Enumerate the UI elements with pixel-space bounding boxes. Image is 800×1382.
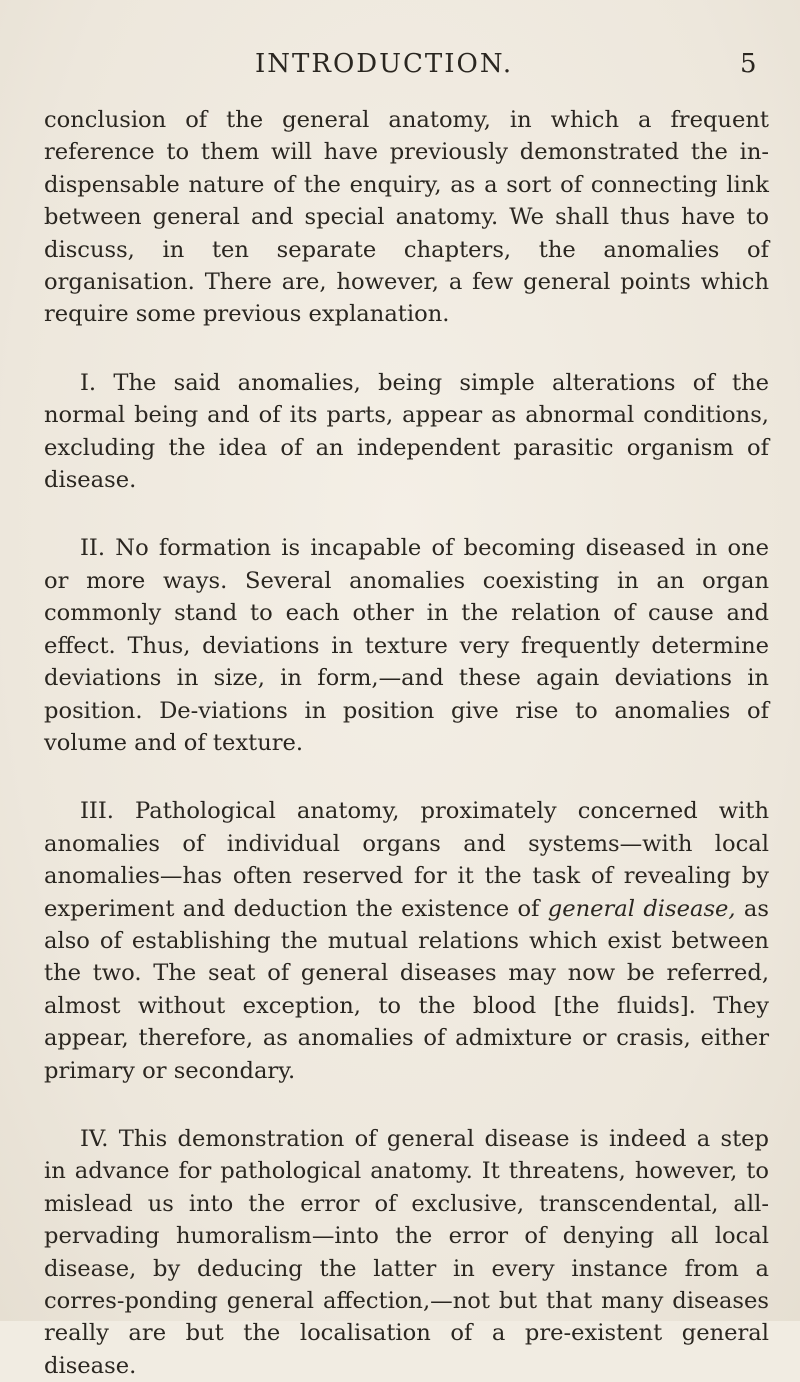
paragraph-i: [44, 367, 769, 497]
body-text: [44, 104, 769, 1382]
paragraph-text: This demonstration of general disease is indeed a step in advance for pathological anatomy. It threatens, however, to mislead us into the error of exclusive, transcendental, all-pervading humoralism—into the error of denying all local disease, by deducing the latter in every instance from a corres-ponding general affection,—not but that many diseases really are but the localisation of a pre-existent general disease.: [44, 1125, 769, 1379]
paragraph-iii: [44, 795, 769, 1087]
emphasis-general-disease: general disease,: [547, 895, 736, 922]
paragraph-numeral: I.: [80, 369, 97, 396]
paragraph-numeral: IV.: [80, 1125, 109, 1152]
page-number: 5: [740, 49, 757, 79]
paragraph-text: Pathological anatomy, proximately concerned with anomalies of individual organs and systems—with local anomalies—has often reserved for it the task of revealing by experiment and deduction the existence of: [44, 798, 769, 922]
paragraph-text: No formation is incapable of becoming diseased in one or more ways. Several anomalies coexisting in an organ commonly stand to each other in the relation of cause and effect. Thus, deviations in texture very frequently determine deviations in size, in form,—and these again deviations in position. De-viations in position give rise to anomalies of volume and of texture.: [44, 535, 769, 756]
paragraph-numeral: II.: [80, 535, 106, 562]
paragraph-numeral: III.: [80, 798, 114, 825]
running-head: [0, 44, 800, 84]
running-title: INTRODUCTION.: [255, 49, 514, 79]
paragraph-text: The said anomalies, being simple alterations of the normal being and of its parts, appear as abnormal conditions, excluding the idea of an independent parasitic organism of disease.: [44, 369, 769, 494]
paragraph-ii: [44, 532, 769, 759]
paragraph-text: conclusion of the general anatomy, in which a frequent reference to them will have previously demonstrated the in-dispensable nature of the enquiry, as a sort of connecting link between general and special anatomy. We shall thus have to discuss, in ten separate chapters, the anomalies of organisation. There are, however, a few general points which require some previous explanation.: [44, 107, 769, 328]
paragraph-iv: [44, 1123, 769, 1382]
paragraph-text: as also of establishing the mutual relations which exist between the two. The seat of general diseases may now be referred, almost without exception, to the blood [the fluids]. They appear, therefore, as anomalies of admixture or crasis, either primary or secondary.: [44, 895, 769, 1084]
paragraph-continuation: [44, 104, 769, 331]
